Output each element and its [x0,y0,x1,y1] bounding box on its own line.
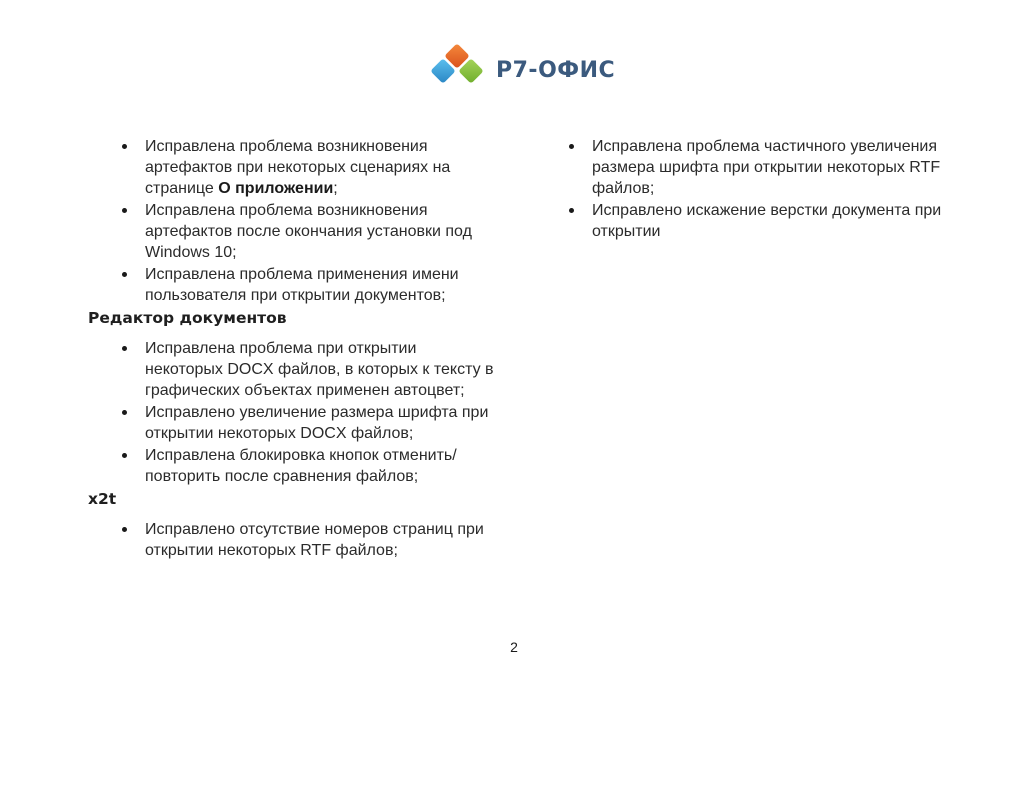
logo-diamonds-icon [426,44,490,102]
intro-list [88,136,498,306]
section-title-x2t: x2t [88,490,117,508]
list-item: Исправлена проблема при открытии некоторых DOCX файлов, в которых к тексту в графических объектах применен автоцвет; [145,338,498,401]
about-page-name: О приложении [218,180,334,197]
list-item [145,136,498,199]
logo-text: Р7-ОФИС [496,58,616,83]
list-item-text: Исправлена проблема возникновения артефактов после окончания установки под Windows 10; [145,202,472,261]
left-column [88,136,498,562]
list-item [145,200,498,263]
x2t-list [88,519,498,561]
document-editor-list [88,338,498,487]
list-item: Исправлена проблема частичного увеличения размера шрифта при открытии некоторых RTF файлов; [592,136,955,199]
r7-office-logo [426,44,616,102]
list-item: Исправлено отсутствие номеров страниц при открытии некоторых RTF файлов; [145,519,498,561]
list-item: Исправлена блокировка кнопок отменить/повторить после сравнения файлов; [145,445,498,487]
right-list [535,136,955,242]
list-item: Исправлено увеличение размера шрифта при открытии некоторых DOCX файлов; [145,402,498,444]
section-title-document-editor: Редактор документов [88,309,287,327]
list-item [145,264,498,306]
page-number: 2 [510,639,518,655]
list-item-text: Исправлена проблема возникновения артефактов при некоторых сценариях на странице [145,138,451,197]
list-item-text: Исправлена проблема применения имени пользователя при открытии документов; [145,266,459,304]
list-item: Исправлено искажение верстки документа при открытии [592,200,955,242]
right-column [535,136,955,243]
list-item-text: ; [333,180,338,197]
